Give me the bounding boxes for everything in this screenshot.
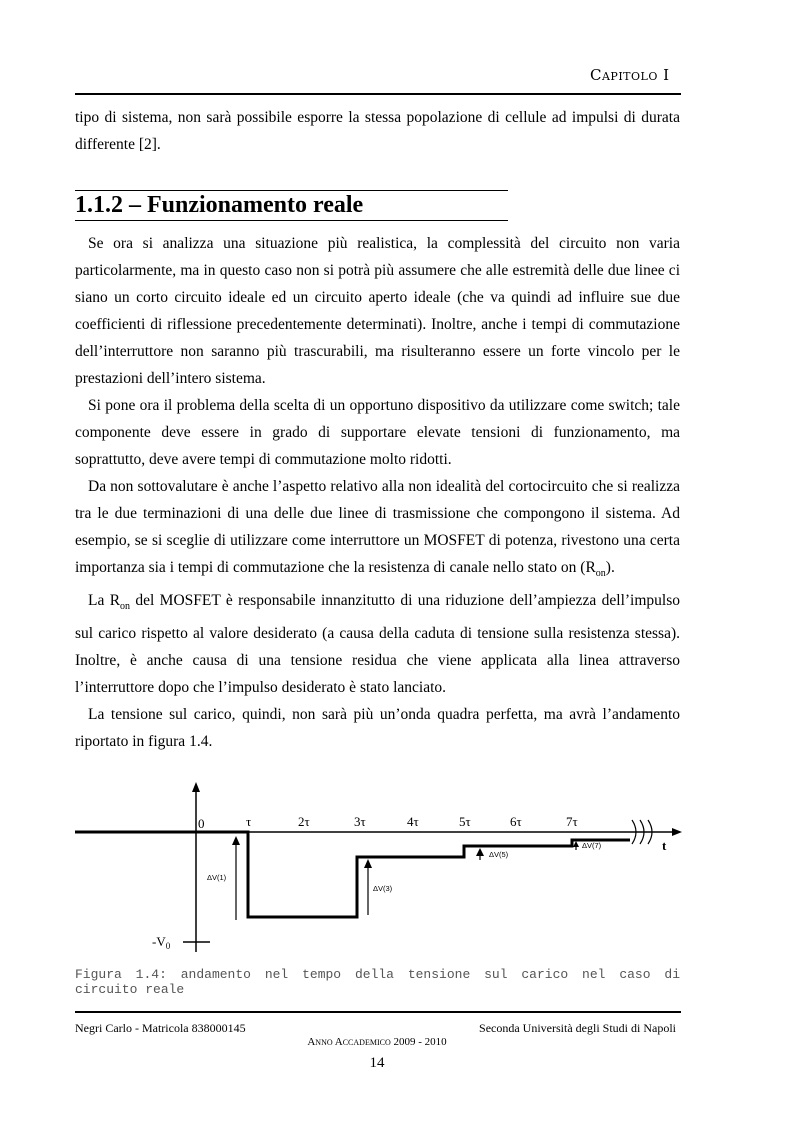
tick-label: 3τ: [354, 814, 366, 829]
header-divider: [75, 93, 681, 95]
neg-v-label: [152, 934, 171, 951]
y-axis-arrow: [192, 782, 200, 792]
paragraph-3-text: Da non sottovalutare è anche l’aspetto relativo alla non idealità del cortocircuito che si realizza tra le due terminazioni di una delle due linee di trasmissione che compongono il sistema. Ad esempio, se si sceglie di utilizzare come interruttore un MOSFET di potenza, rivestono una certa importanza sia i tempi di commutazione che la resistenza di canale nello stato on (R: [75, 478, 680, 576]
tick-label: 5τ: [459, 814, 471, 829]
footer-university: Seconda Università degli Studi di Napoli: [479, 1021, 676, 1035]
tick-label: 4τ: [407, 814, 419, 829]
origin-label: 0: [198, 816, 205, 831]
paragraph-text: tipo di sistema, non sarà possibile esporre la stessa popolazione di cellule ad impulsi di durata differente [2].: [75, 109, 680, 153]
r-on-subscript: on: [595, 568, 606, 580]
paragraph-3-end: ).: [605, 559, 615, 576]
dv3-label: ΔV(3): [373, 884, 393, 893]
paragraph-2: Si pone ora il problema della scelta di un opportuno dispositivo da utilizzare come switch; tale componente deve essere in grado di supportare elevate tensioni di funzionamento, ma soprattutto, deve avere tempi di commutazione molto ridotti.: [75, 397, 680, 468]
dv5-arrowhead: [476, 848, 484, 856]
paragraph-3: [75, 473, 680, 587]
paragraph-4-text: del MOSFET è responsabile innanzitutto di una riduzione dell’ampiezza dell’impulso sul carico rispetto al valore desiderato (a causa della caduta di tensione sulla resistenza stessa). Inoltre, è anche causa di una tensione residua che viene applicata alla linea attraverso l’interruttore dopo che l’impulso desiderato è stato lanciato.: [75, 592, 681, 697]
dv1-arrowhead: [232, 836, 240, 845]
x-axis-arrow: [672, 828, 682, 836]
neg-v-subscript: 0: [165, 941, 171, 951]
chapter-header: Capitolo I: [590, 66, 670, 84]
dv7-arrowhead: [573, 841, 579, 847]
tick-label: 7τ: [566, 814, 578, 829]
paragraph-continuation: [75, 104, 680, 158]
section-rule-bottom: [75, 220, 508, 221]
paragraph-4: [75, 587, 680, 701]
waveform-figure: [0, 770, 794, 970]
paragraph-4-start: La R: [88, 592, 121, 610]
paragraph-5: La tensione sul carico, quindi, non sarà più un’onda quadra perfetta, ma avrà l’andamento riportato in figura 1.4.: [75, 706, 680, 751]
dv3-arrowhead: [364, 859, 372, 868]
figure-caption: Figura 1.4: andamento nel tempo della tensione sul carico nel caso di circuito reale: [75, 967, 680, 997]
tick-label: 6τ: [510, 814, 522, 829]
section-title: 1.1.2 – Funzionamento reale: [75, 192, 364, 218]
dv1-label: ΔV(1): [207, 873, 227, 882]
dv5-label: ΔV(5): [489, 850, 509, 859]
tick-label: 2τ: [298, 814, 310, 829]
tick-label: τ: [246, 814, 252, 829]
voltage-waveform: [75, 832, 630, 917]
paragraph-1: Se ora si analizza una situazione più realistica, la complessità del circuito non varia particolarmente, ma in questo caso non si potrà più assumere che alle estremità delle due linee ci siano un corto circuito ideale ed un circuito aperto ideale (che va quindi ad influire sue due coefficienti di riflessione precedentemente determinati). Inoltre, anche i tempi di commutazione dell’interruttore non saranno più trascurabili, ma risulteranno essere un forte vincolo per le prestazioni dell’intero sistema.: [75, 235, 680, 387]
page-number: 14: [369, 1055, 385, 1071]
footer-year: Anno Accademico 2009 - 2010: [307, 1036, 447, 1048]
footer-author: Negri Carlo - Matricola 838000145: [75, 1021, 246, 1035]
section-rule-top: [75, 190, 508, 191]
neg-v-text: -V: [152, 934, 166, 949]
r-on-subscript: on: [120, 601, 131, 613]
section-body: [75, 230, 680, 755]
dv7-label: ΔV(7): [582, 841, 602, 850]
t-axis-label: t: [662, 838, 667, 853]
footer-divider: [75, 1011, 681, 1013]
